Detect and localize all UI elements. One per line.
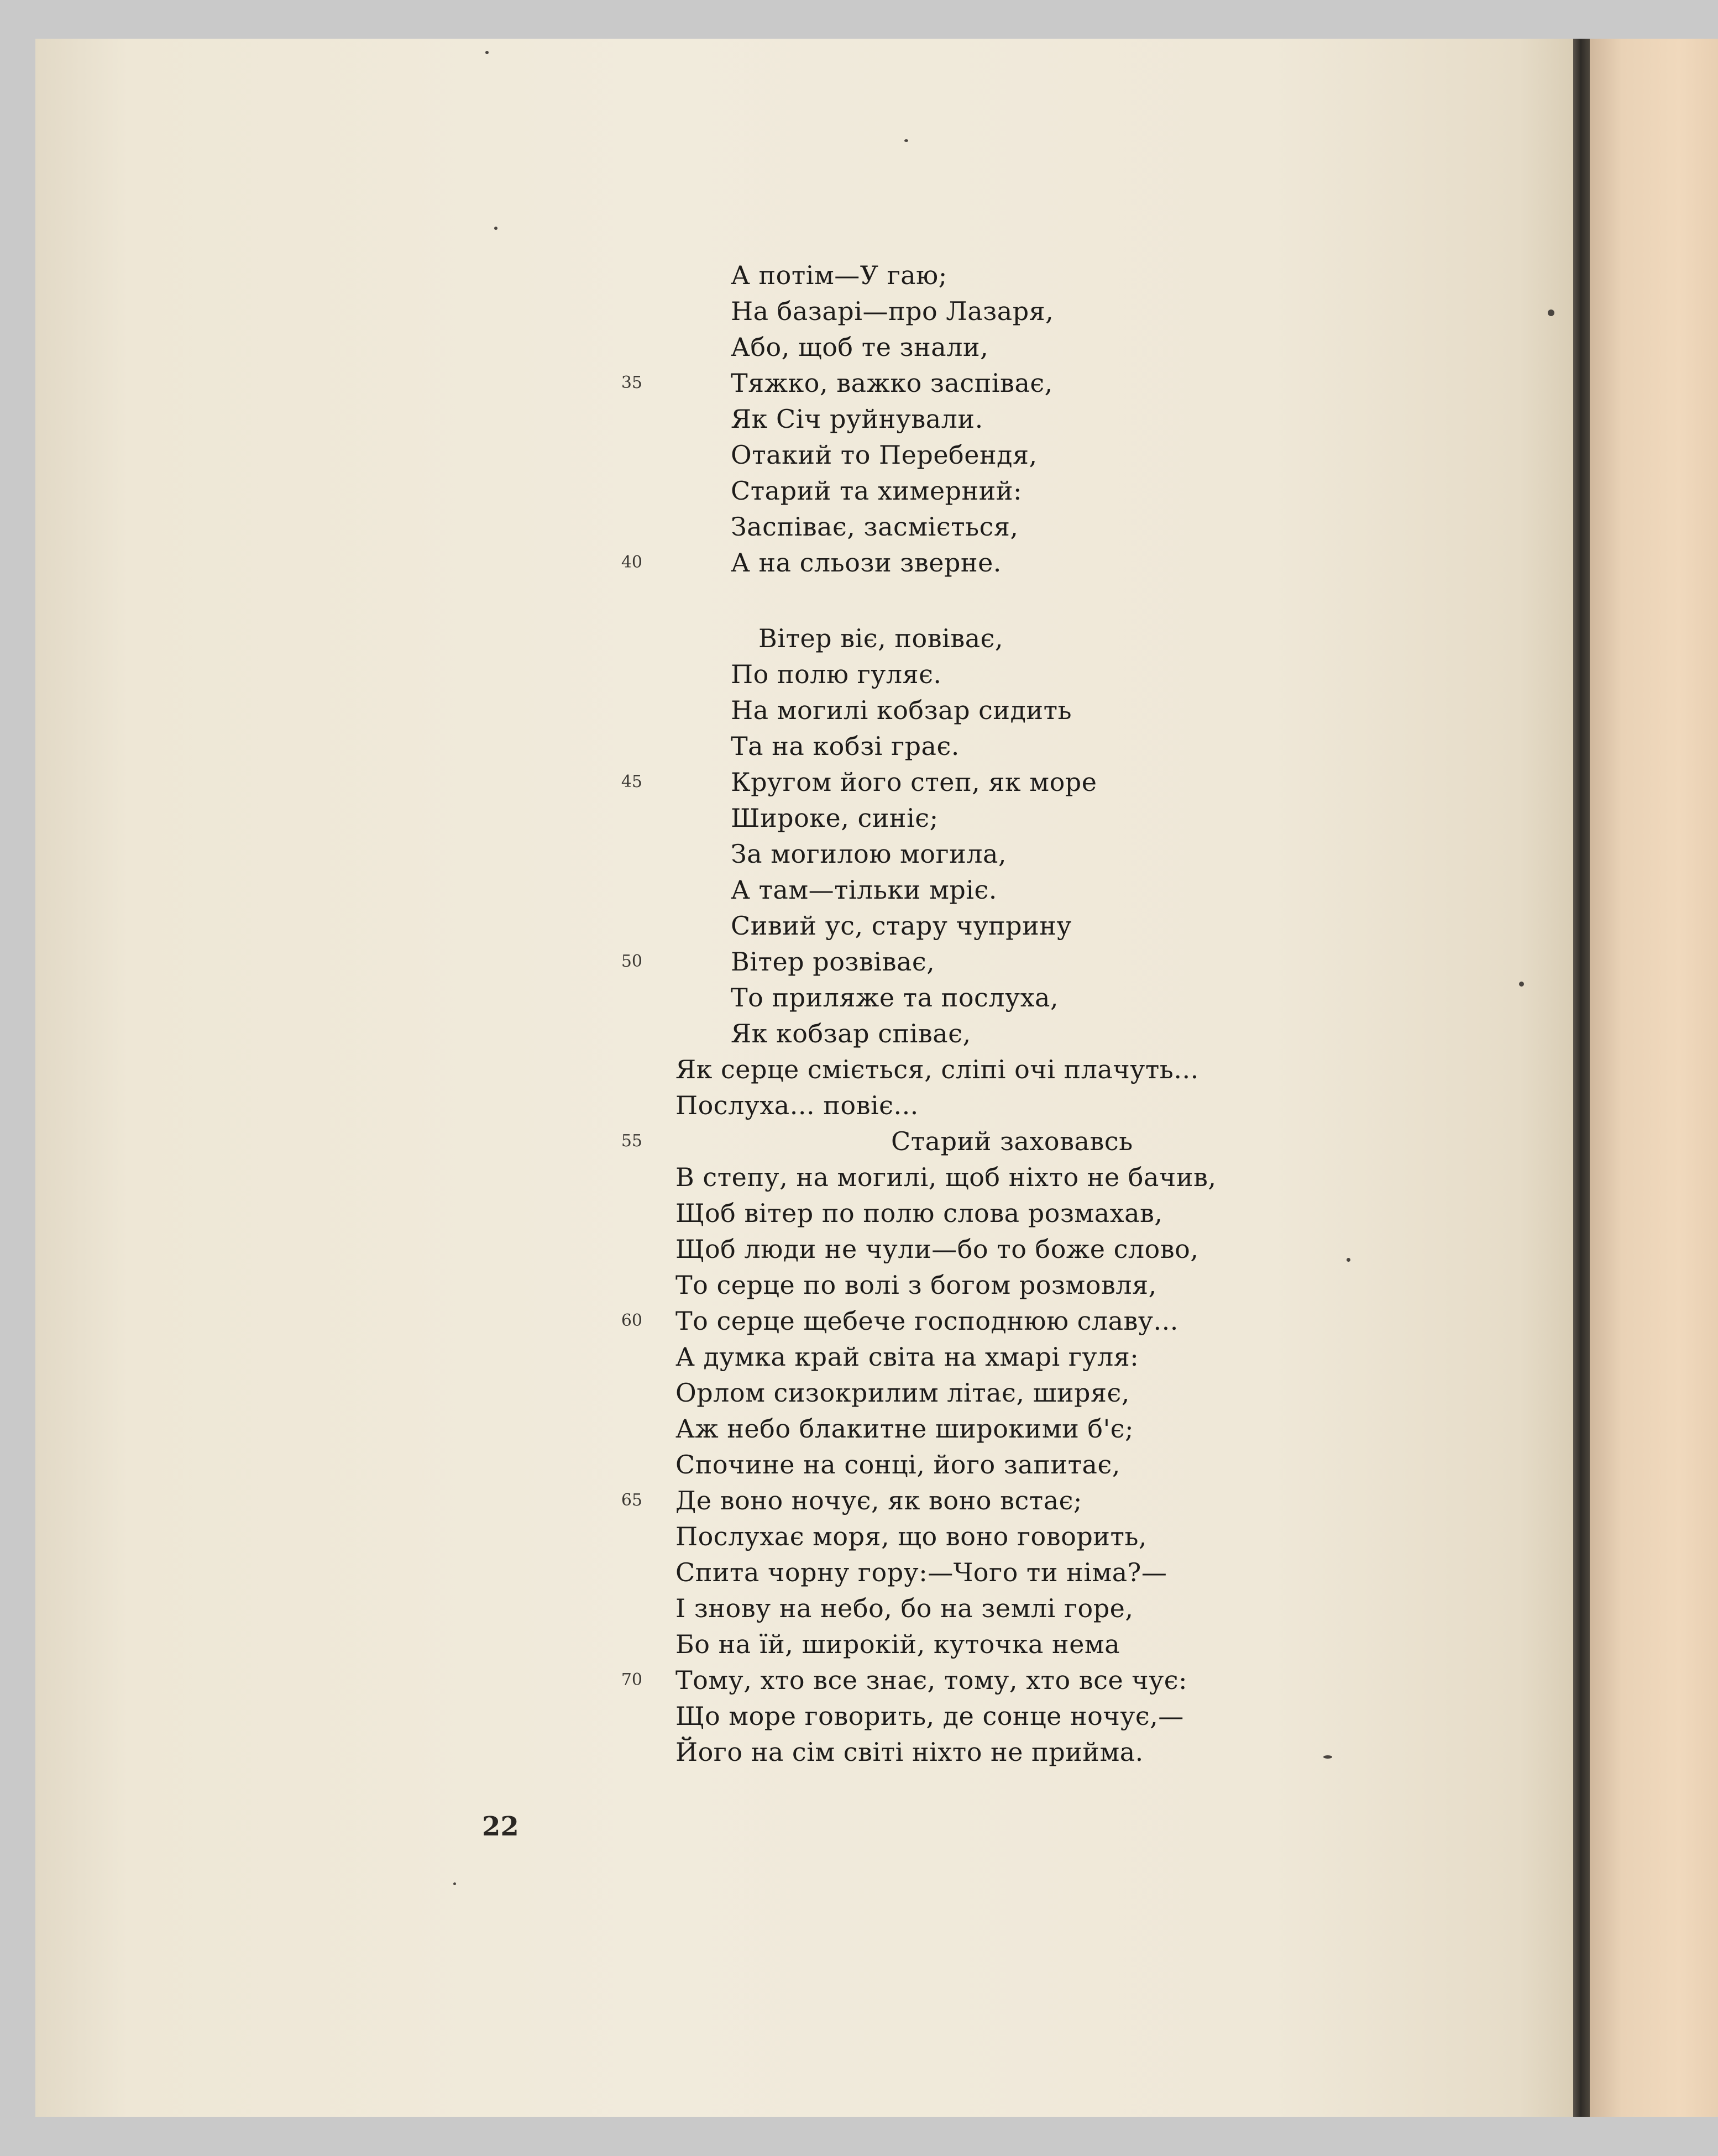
poem-line: В степу, на могилі, щоб ніхто не бачив, [675, 1162, 1217, 1192]
poem-line: Вітер віє, повіває, [758, 623, 1004, 653]
poem-line: Сивий ус, стару чуприну [731, 911, 1072, 941]
poem-line: Заспіває, засміється, [731, 512, 1019, 542]
line-number: 50 [621, 952, 642, 971]
poem-line: Тяжко, важко заспіває, [731, 368, 1053, 398]
poem-line: Та на кобзі грає. [731, 731, 960, 761]
poem-line: Орлом сизокрилим літає, ширяє, [675, 1378, 1130, 1408]
poem-line: По полю гуляє. [731, 659, 942, 689]
poem-line: На базарі—про Лазаря, [731, 296, 1054, 326]
poem-line: Отакий то Перебендя, [731, 440, 1038, 470]
poem-line: А потім—У гаю; [731, 260, 947, 290]
poem-line: Де воно ночує, як воно встає; [675, 1486, 1082, 1515]
poem-line: Як Січ руйнували. [731, 404, 983, 434]
paper-speck [1548, 310, 1554, 316]
poem-line: Спочине на сонці, його запитає, [675, 1450, 1120, 1480]
poem-line: За могилою могила, [731, 839, 1007, 869]
poem-line: Тому, хто все знає, тому, хто все чує: [675, 1665, 1188, 1695]
poem-line: Старий та химерний: [731, 476, 1022, 506]
poem-line: То серце щебече господнюю славу... [675, 1306, 1178, 1336]
book-spine [1573, 39, 1590, 2117]
poem-line: Спита чорну гору:—Чого ти німа?— [675, 1557, 1167, 1587]
poem-line: То серце по волі з богом розмовля, [675, 1270, 1157, 1300]
poem-line: Або, щоб те знали, [731, 332, 989, 362]
line-number: 40 [621, 553, 642, 572]
poem-line: Послуха... повіє... [675, 1090, 919, 1120]
poem-line: Щоб вітер по полю слова розмахав, [675, 1198, 1163, 1228]
poem-line: А там—тільки мріє. [731, 875, 997, 905]
poem-line: А думка край світа на хмарі гуля: [675, 1342, 1139, 1372]
poem-line: Його на сім світі ніхто не прийма. [675, 1737, 1144, 1767]
facing-page-edge [1590, 39, 1718, 2117]
line-number: 45 [621, 772, 642, 791]
paper-speck [1347, 1258, 1350, 1262]
paper-speck [904, 139, 908, 142]
paper-speck [453, 1882, 456, 1885]
paper-speck [1323, 1755, 1332, 1759]
line-number: 65 [621, 1491, 642, 1510]
poem-line: Щоб люди не чули—бо то боже слово, [675, 1234, 1199, 1264]
page-number: 22 [482, 1811, 519, 1842]
paper-speck [494, 227, 497, 230]
poem-line: А на сльози зверне. [731, 548, 1002, 578]
poem-line: Що море говорить, де сонце ночує,— [675, 1701, 1184, 1731]
poem-line: Як кобзар співає, [731, 1019, 971, 1048]
poem-line: Вітер розвіває, [731, 947, 935, 977]
poem-line: Широке, синіє; [731, 803, 939, 833]
poem-line: Кругом його степ, як море [731, 767, 1097, 797]
line-number: 70 [621, 1670, 642, 1690]
poem-line: Старий заховавсь [891, 1126, 1133, 1156]
paper-speck [485, 51, 489, 54]
poem-line: На могилі кобзар сидить [731, 695, 1072, 725]
line-number: 60 [621, 1311, 642, 1330]
poem-line: Бо на їй, широкій, куточка нема [675, 1629, 1120, 1659]
poem-line: Аж небо блакитне широкими б'є; [675, 1414, 1134, 1444]
poem-line: Послухає моря, що воно говорить, [675, 1522, 1148, 1551]
poem-line: То приляже та послуха, [731, 983, 1059, 1013]
poem-line: Як серце сміється, сліпі очі плачуть... [675, 1055, 1199, 1084]
paper-speck [1519, 982, 1524, 987]
line-number: 35 [621, 373, 642, 392]
poem-line: І знову на небо, бо на землі горе, [675, 1593, 1134, 1623]
line-number: 55 [621, 1131, 642, 1151]
